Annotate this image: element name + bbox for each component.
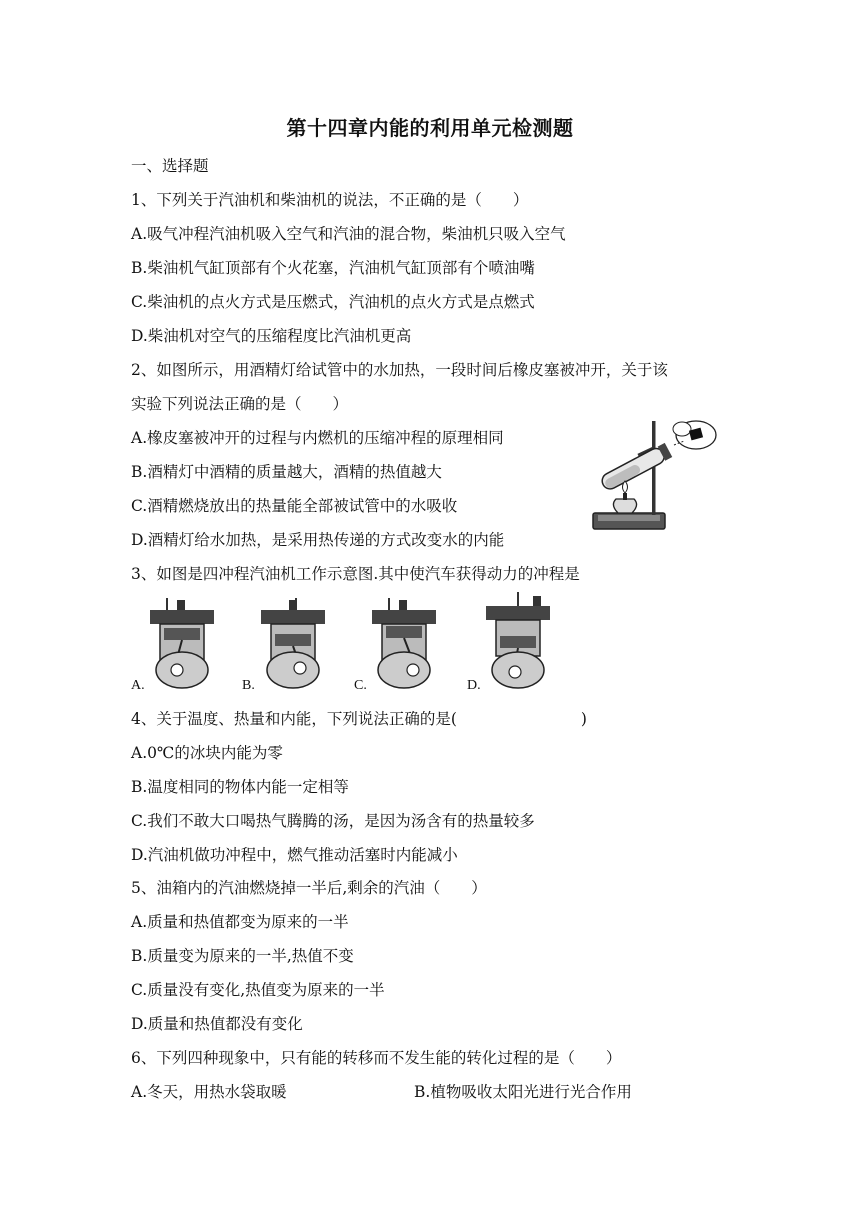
engine-diagram-b — [258, 596, 328, 690]
q2-stem-line1: 2、如图所示，用酒精灯给试管中的水加热，一段时间后橡皮塞被冲开，关于该 — [131, 361, 668, 379]
page-title: 第十四章内能的利用单元检测题 — [286, 116, 574, 140]
q4-option-a: A.0℃的冰块内能为零 — [131, 744, 283, 762]
test-tube-apparatus-figure — [590, 415, 720, 535]
q4-option-c: C.我们不敢大口喝热气腾腾的汤，是因为汤含有的热量较多 — [131, 812, 535, 830]
q2-option-a: A.橡皮塞被冲开的过程与内燃机的压缩冲程的原理相同 — [131, 429, 504, 447]
engine-diagram-d — [483, 592, 553, 690]
q2-stem-line2: 实验下列说法正确的是（ ） — [131, 395, 349, 413]
q2-option-c: C.酒精燃烧放出的热量能全部被试管中的水吸收 — [131, 497, 458, 515]
q2-option-b: B.酒精灯中酒精的质量越大，酒精的热值越大 — [131, 463, 442, 481]
q6-stem: 6、下列四种现象中，只有能的转移而不发生能的转化过程的是（ ） — [131, 1049, 622, 1067]
q4-option-d: D.汽油机做功冲程中，燃气推动活塞时内能减小 — [131, 846, 458, 864]
q4-stem: 4、关于温度、热量和内能，下列说法正确的是( ) — [131, 710, 587, 728]
q5-option-c: C.质量没有变化,热值变为原来的一半 — [131, 981, 385, 999]
q5-option-a: A.质量和热值都变为原来的一半 — [131, 913, 349, 931]
engine-diagram-a — [147, 596, 217, 690]
q1-option-c: C.柴油机的点火方式是压燃式，汽油机的点火方式是点燃式 — [131, 293, 535, 311]
engine-diagram-c — [369, 596, 439, 690]
q3-stem: 3、如图是四冲程汽油机工作示意图.其中使汽车获得动力的冲程是 — [131, 565, 580, 583]
q1-option-d: D.柴油机对空气的压缩程度比汽油机更高 — [131, 327, 412, 345]
q1-option-a: A.吸气冲程汽油机吸入空气和汽油的混合物，柴油机只吸入空气 — [131, 225, 566, 243]
engine-label-b: B. — [242, 678, 255, 693]
engine-label-c: C. — [354, 678, 367, 693]
engine-label-d: D. — [467, 678, 481, 693]
q5-option-d: D.质量和热值都没有变化 — [131, 1015, 303, 1033]
q5-stem: 5、油箱内的汽油燃烧掉一半后,剩余的汽油（ ） — [131, 879, 487, 897]
q1-stem: 1、下列关于汽油机和柴油机的说法，不正确的是（ ） — [131, 191, 529, 209]
q6-option-a: A.冬天，用热水袋取暖 — [131, 1083, 287, 1101]
engine-label-a: A. — [131, 678, 145, 693]
q5-option-b: B.质量变为原来的一半,热值不变 — [131, 947, 354, 965]
q1-option-b: B.柴油机气缸顶部有个火花塞，汽油机气缸顶部有个喷油嘴 — [131, 259, 535, 277]
section-heading: 一、选择题 — [131, 157, 209, 175]
q2-option-d: D.酒精灯给水加热，是采用热传递的方式改变水的内能 — [131, 531, 505, 549]
q6-option-b: B.植物吸收太阳光进行光合作用 — [414, 1083, 632, 1101]
q4-option-b: B.温度相同的物体内能一定相等 — [131, 778, 349, 796]
